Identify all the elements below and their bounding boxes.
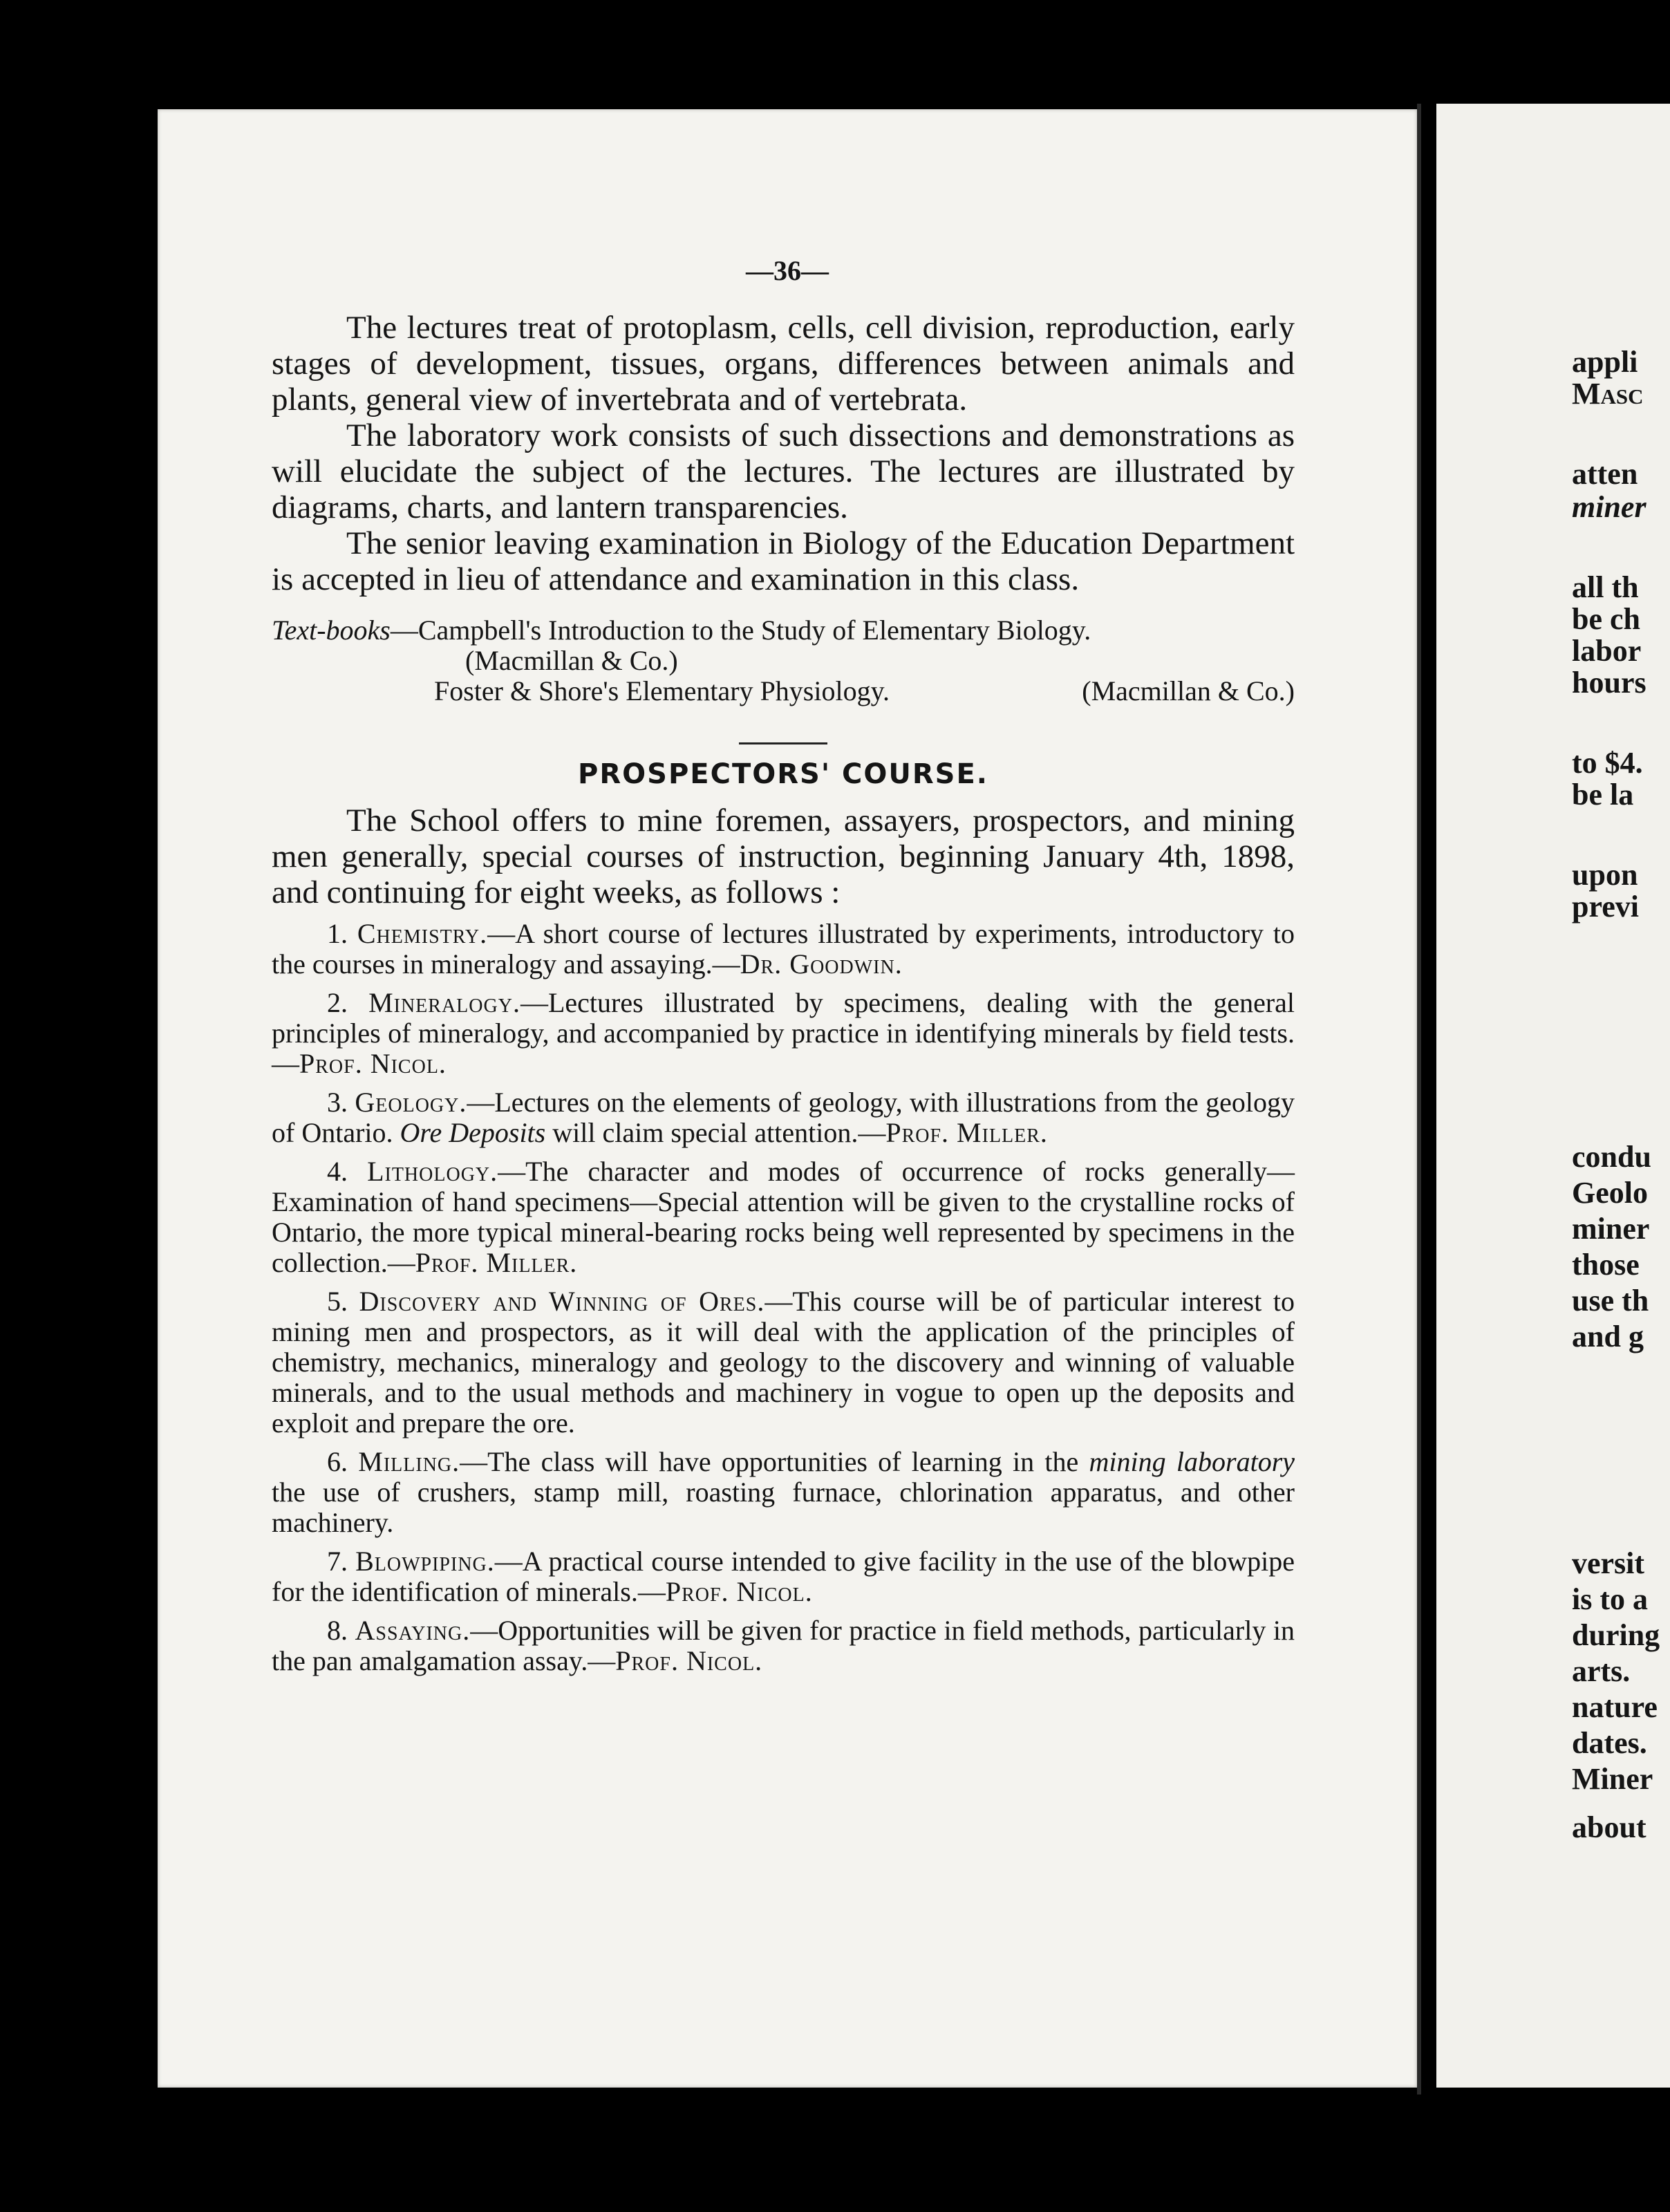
textbook-2-publisher: (Macmillan & Co.) <box>1082 675 1295 706</box>
course-item-blowpiping: 7. Blowpiping.—A practical course intended to give facility in the use of the blowpipe for the identification of minerals.—Prof. Nicol. <box>272 1546 1295 1607</box>
biology-examination-paragraph: The senior leaving examination in Biology of the Education Department is accepted in lieu of attendance and examination in this class. <box>272 525 1295 597</box>
course-item-mineralogy: 2. Mineralogy.—Lectures illustrated by specimens, dealing with the general principles of mineralogy, and accompanied by practice in identifying minerals by field tests.—Prof. Nicol. <box>272 987 1295 1079</box>
prospectors-intro: The School offers to mine foremen, assayers, prospectors, and mining men generally, special courses of instruction, beginning January 4th, 1898, and continuing for eight weeks, as follows : <box>272 803 1295 910</box>
course-item-milling: 6. Milling.—The class will have opportunities of learning in the mining laboratory the use of crushers, stamp mill, roasting furnace, chlorination apparatus, and other machinery. <box>272 1446 1295 1538</box>
course-item-discovery: 5. Discovery and Winning of Ores.—This course will be of particular interest to mining men and prospectors, as it will deal with the application of the principles of chemistry, mechanics, mineralogy and geology to the discovery and winning of valuable minerals, and to the usual methods and machinery in vogue to open up the deposits and exploit and prepare the ore. <box>272 1286 1295 1438</box>
course-item-assaying: 8. Assaying.—Opportunities will be given for practice in field methods, particularly in the pan amalgamation assay.—Prof. Nicol. <box>272 1615 1295 1676</box>
right-page-fragment: appli Masc atten miner all th be ch labor hours to $4. be la upon previ condu Geolo miner those use th and g versit is to a during arts. nature dates. Miner about <box>1436 104 1670 2088</box>
biology-laboratory-paragraph: The laboratory work consists of such dissections and demonstrations as will elucidate the subject of the lectures. The lectures are illustrated by diagrams, charts, and lantern transparencies. <box>272 418 1295 525</box>
textbook-1-publisher: (Macmillan & Co.) <box>465 645 678 676</box>
textbooks-label: Text-books <box>272 615 391 646</box>
textbooks-block <box>272 615 1295 706</box>
page-content <box>272 310 1295 1676</box>
course-item-geology: 3. Geology.—Lectures on the elements of geology, with illustrations from the geology of Ontario. Ore Deposits will claim special attention.—Prof. Miller. <box>272 1087 1295 1148</box>
section-heading: PROSPECTORS' COURSE. <box>578 758 988 790</box>
textbook-2: Foster & Shore's Elementary Physiology. <box>434 675 890 706</box>
page-gutter <box>1417 104 1421 2094</box>
page-number: —36— <box>746 255 829 286</box>
left-page <box>158 109 1417 2088</box>
biology-lectures-paragraph: The lectures treat of protoplasm, cells, cell division, reproduction, early stages of development, tissues, organs, differences between animals and plants, general view of invertebrata and of vertebrata. <box>272 310 1295 418</box>
section-divider <box>739 742 827 744</box>
textbook-1: —Campbell's Introduction to the Study of Elementary Biology. <box>390 615 1091 646</box>
course-item-chemistry: 1. Chemistry.—A short course of lectures illustrated by experiments, introductory to the courses in mineralogy and assaying.—Dr. Goodwin. <box>272 918 1295 980</box>
course-item-lithology: 4. Lithology.—The character and modes of occurrence of rocks generally—Examination of hand specimens—Special attention will be given to the crystalline rocks of Ontario, the more typical mineral-bearing rocks being well represented by specimens in the collection.—Prof. Miller. <box>272 1156 1295 1278</box>
